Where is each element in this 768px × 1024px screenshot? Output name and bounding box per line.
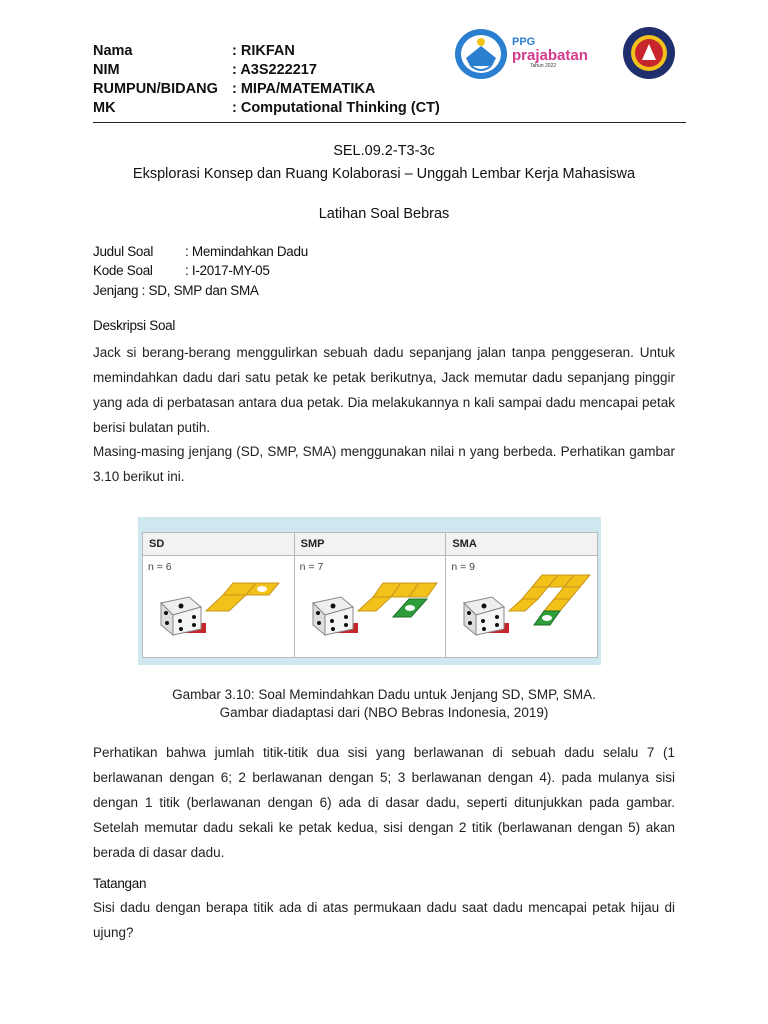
figure-column-sd	[143, 533, 295, 657]
document-subtitle: Eksplorasi Konsep dan Ruang Kolaborasi – Unggah Lembar Kerja Mahasiswa	[132, 166, 636, 182]
info-key: Nama	[93, 43, 133, 59]
university-seal-icon	[622, 26, 676, 80]
n-value: n = 7	[299, 561, 324, 573]
info-key: MK	[93, 100, 116, 116]
info-key: NIM	[93, 62, 120, 78]
info-key: RUMPUN/BIDANG	[93, 81, 218, 97]
meta-key: Kode Soal	[93, 263, 153, 278]
student-info	[93, 42, 440, 118]
meta-key: Judul Soal	[93, 244, 154, 259]
paragraph-dice-rule: Perhatikan bahwa jumlah titik-titik dua sisi yang berlawanan di sebuah dadu selalu 7 (1 berlawanan dengan 6; 2 berlawanan dengan 5; 3 berlawanan dengan 4). pada mulanya sisi dengan 1 titik (berlawanan dengan 6) ada di dasar dadu, seperti ditunjukkan pada gambar. Setelah memutar dadu sekali ke petak kedua, sisi dengan 2 titik (berlawanan dengan 5) akan berada di dasar dadu.	[93, 745, 675, 860]
info-value: : A3S222217	[232, 62, 317, 78]
ppg-logo-line3: Tahun 2022	[530, 63, 557, 69]
ppg-prajabatan-logo	[512, 36, 604, 78]
info-value: : RIKFAN	[232, 43, 295, 59]
info-row-rumpun	[93, 80, 440, 99]
document-code: SEL.09.2-T3-3c	[333, 143, 435, 159]
dice-path-illustration	[151, 573, 291, 641]
info-row-nim	[93, 61, 440, 80]
n-value: n = 9	[451, 561, 475, 573]
tatangan-question: Sisi dadu dengan berapa titik ada di atas permukaan dadu saat dadu mencapai petak hijau di ujung?	[93, 900, 675, 940]
info-value: : Computational Thinking (CT)	[232, 100, 440, 116]
info-row-mk	[93, 99, 440, 118]
header-divider	[93, 122, 686, 123]
ppg-logo-line1: PPG	[512, 36, 536, 48]
column-head: SMA	[446, 533, 597, 556]
section-title: Latihan Soal Bebras	[318, 206, 450, 222]
deskripsi-paragraph-2: Masing-masing jenjang (SD, SMP, SMA) menggunakan nilai n yang berbeda. Perhatikan gambar 3.10 berikut ini.	[93, 444, 675, 484]
info-row-nama	[93, 42, 440, 61]
column-head: SD	[143, 533, 294, 556]
tatangan-heading: Tatangan	[93, 876, 147, 891]
figure-caption-2: Gambar diadaptasi dari (NBO Bebras Indonesia, 2019)	[219, 705, 549, 720]
info-value: : MIPA/MATEMATIKA	[232, 81, 376, 97]
figure-table	[142, 532, 598, 658]
deskripsi-paragraph-1: Jack si berang-berang menggulirkan sebuah dadu sepanjang jalan tanpa penggeseran. Untuk memindahkan dadu dari satu petak ke petak berikutnya, Jack memutar dadu sepanjang pinggir yang ada di perbatasan antara dua petak. Dia melakukannya n kali sampai dadu mencapai petak berisi bulatan putih.	[93, 345, 675, 435]
meta-value: : Memindahkan Dadu	[185, 244, 308, 259]
column-head: SMP	[295, 533, 446, 556]
deskripsi-heading: Deskripsi Soal	[93, 318, 176, 333]
ppg-logo-line2: prajabatan	[512, 47, 588, 64]
figure-column-smp	[295, 533, 447, 657]
kode-soal-row	[93, 263, 270, 278]
figure-column-sma	[446, 533, 597, 657]
n-value: n = 6	[148, 561, 172, 573]
dice-path-illustration	[454, 573, 594, 641]
kemdikbud-logo-icon	[454, 28, 508, 80]
meta-value: : I-2017-MY-05	[185, 263, 270, 278]
judul-soal-row	[93, 244, 308, 259]
jenjang-row: Jenjang : SD, SMP dan SMA	[93, 283, 259, 298]
figure-caption-1: Gambar 3.10: Soal Memindahkan Dadu untuk Jenjang SD, SMP, SMA.	[172, 687, 596, 702]
dice-path-illustration	[303, 573, 443, 641]
